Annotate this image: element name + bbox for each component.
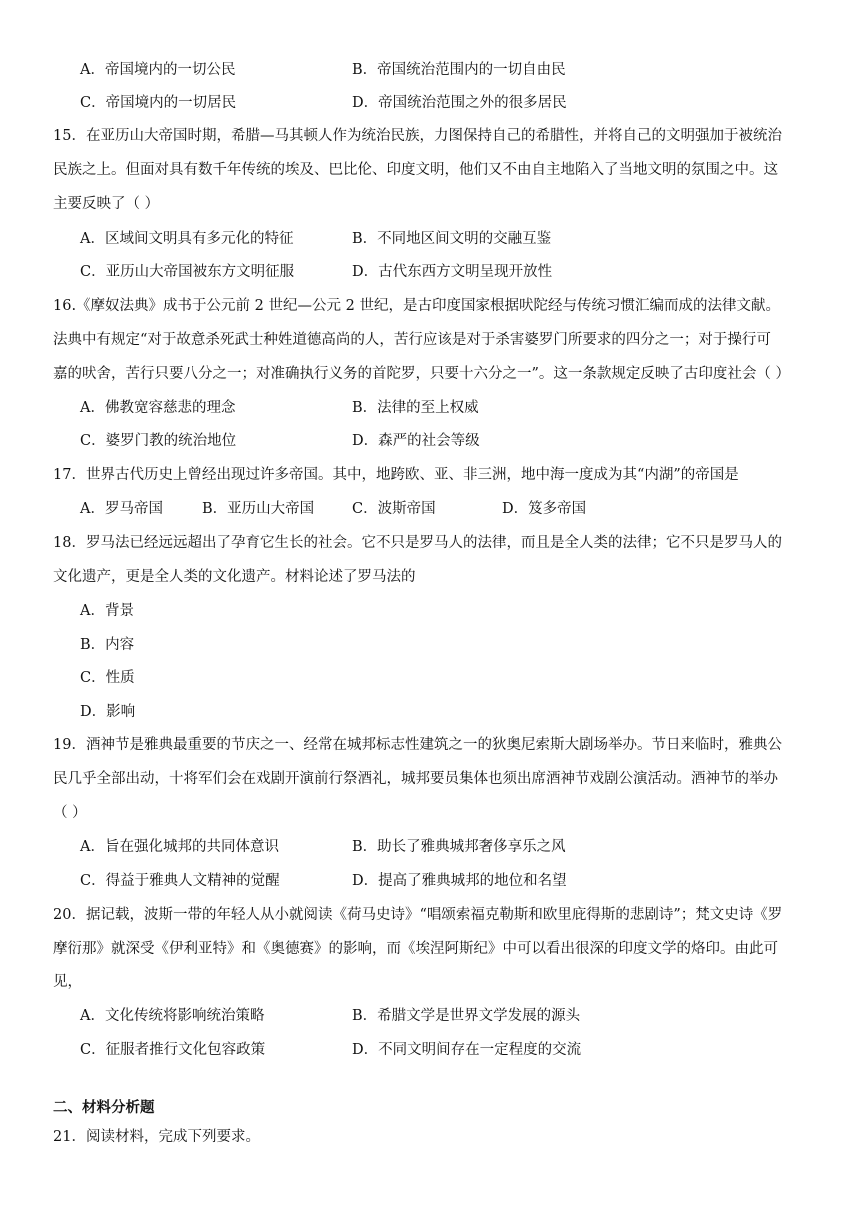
q18-stem-line-1: 18．罗马法已经远远超出了孕育它生长的社会。它不只是罗马人的法律，而且是全人类的法律；它不只是罗马人的 bbox=[53, 535, 782, 551]
q15-options-row-2 bbox=[0, 257, 860, 287]
q14-option-b[interactable]: B．帝国统治范围内的一切自由民 bbox=[352, 62, 566, 78]
q17-stem-line-1: 17．世界古代历史上曾经出现过许多帝国。其中，地跨欧、亚、非三洲，地中海一度成为其“内湖”的帝国是 bbox=[53, 467, 739, 483]
q18-option-d[interactable]: D．影响 bbox=[80, 704, 136, 720]
q16-stem-line-2: 法典中有规定“对于故意杀死武士种姓道德高尚的人，苦行应该是对于杀害婆罗门所要求的四分之一；对于操行可 bbox=[53, 332, 771, 348]
q19-options-row-1 bbox=[0, 832, 860, 862]
q20-stem-line-2: 摩衍那》就深受《伊利亚特》和《奥德赛》的影响，而《埃涅阿斯纪》中可以看出很深的印度文学的烙印。由此可 bbox=[53, 941, 778, 957]
q18-option-b-row bbox=[0, 630, 860, 660]
q19-stem-line-1: 19．酒神节是雅典最重要的节庆之一、经常在城邦标志性建筑之一的狄奥尼索斯大剧场举办。节日来临时，雅典公 bbox=[53, 737, 782, 753]
q21-stem-line-1: 21．阅读材料，完成下列要求。 bbox=[53, 1129, 260, 1145]
q17-option-b[interactable]: B．亚历山大帝国 bbox=[202, 501, 315, 517]
q18-option-c[interactable]: C．性质 bbox=[80, 670, 135, 686]
q15-option-b[interactable]: B．不同地区间文明的交融互鉴 bbox=[352, 231, 552, 247]
q18-option-c-row bbox=[0, 663, 860, 693]
q15-option-a[interactable]: A．区域间文明具有多元化的特征 bbox=[80, 231, 294, 247]
q19-option-b[interactable]: B．助长了雅典城邦奢侈享乐之风 bbox=[352, 839, 566, 855]
q19-option-a[interactable]: A．旨在强化城邦的共同体意识 bbox=[80, 839, 279, 855]
q16-option-b[interactable]: B．法律的至上权威 bbox=[352, 400, 479, 416]
q15-stem-line-1: 15．在亚历山大帝国时期，希腊—马其顿人作为统治民族，力图保持自己的希腊性，并将自己的文明强加于被统治 bbox=[53, 128, 782, 144]
q18-option-a-row bbox=[0, 596, 860, 626]
q17-option-a[interactable]: A．罗马帝国 bbox=[80, 501, 163, 517]
q20-stem-line-1: 20．据记载，波斯一带的年轻人从小就阅读《荷马史诗》“唱颂索福克勒斯和欧里庇得斯的悲剧诗”；梵文史诗《罗 bbox=[53, 907, 783, 923]
q14-options-row-2 bbox=[0, 88, 860, 118]
q17-options-row bbox=[0, 494, 860, 524]
q16-option-c[interactable]: C．婆罗门教的统治地位 bbox=[80, 433, 237, 449]
q20-options-row-1 bbox=[0, 1001, 860, 1031]
q14-option-a[interactable]: A．帝国境内的一切公民 bbox=[80, 62, 236, 78]
q18-option-a[interactable]: A．背景 bbox=[80, 603, 134, 619]
q20-option-b[interactable]: B．希腊文学是世界文学发展的源头 bbox=[352, 1008, 581, 1024]
q15-option-d[interactable]: D．古代东西方文明呈现开放性 bbox=[352, 264, 553, 280]
q14-options-row-1 bbox=[0, 55, 860, 85]
q20-stem-line-3: 见， bbox=[53, 974, 82, 990]
q16-stem-line-1: 16.《摩奴法典》成书于公元前 2 世纪—公元 2 世纪，是古印度国家根据吠陀经与传统习惯汇编而成的法律文献。 bbox=[53, 298, 780, 314]
q20-option-a[interactable]: A．文化传统将影响统治策略 bbox=[80, 1008, 265, 1024]
q18-option-d-row bbox=[0, 697, 860, 727]
q15-stem-line-3: 主要反映了（ ） bbox=[53, 196, 160, 212]
q20-option-d[interactable]: D．不同文明间存在一定程度的交流 bbox=[352, 1042, 582, 1058]
q14-option-d[interactable]: D．帝国统治范围之外的很多居民 bbox=[352, 95, 567, 111]
q15-options-row-1 bbox=[0, 224, 860, 254]
q20-option-c[interactable]: C．征服者推行文化包容政策 bbox=[80, 1042, 266, 1058]
q18-stem-line-2: 文化遗产，更是全人类的文化遗产。材料论述了罗马法的 bbox=[53, 569, 416, 585]
q17-option-c[interactable]: C．波斯帝国 bbox=[352, 501, 436, 517]
q20-options-row-2 bbox=[0, 1035, 860, 1065]
q15-option-c[interactable]: C．亚历山大帝国被东方文明征服 bbox=[80, 264, 295, 280]
q16-option-d[interactable]: D．森严的社会等级 bbox=[352, 433, 480, 449]
q15-stem-line-2: 民族之上。但面对具有数千年传统的埃及、巴比伦、印度文明，他们又不由自主地陷入了当地文明的氛围之中。这 bbox=[53, 162, 778, 178]
q19-stem-line-2: 民几乎全部出动，十将军们会在戏剧开演前行祭酒礼，城邦要员集体也须出席酒神节戏剧公演活动。酒神节的举办 bbox=[53, 771, 778, 787]
q16-stem-line-3: 嘉的吠舍，苦行只要八分之一；对准确执行义务的首陀罗，只要十六分之一”。这一条款规定反映了古印度社会（ ） bbox=[53, 366, 791, 382]
q16-options-row-1 bbox=[0, 393, 860, 423]
q19-option-d[interactable]: D．提高了雅典城邦的地位和名望 bbox=[352, 873, 567, 889]
q18-option-b[interactable]: B．内容 bbox=[80, 637, 135, 653]
q14-option-c[interactable]: C．帝国境内的一切居民 bbox=[80, 95, 237, 111]
q19-options-row-2 bbox=[0, 866, 860, 896]
q17-option-d[interactable]: D．笈多帝国 bbox=[502, 501, 587, 517]
q19-stem-line-3: （ ） bbox=[53, 805, 87, 821]
q16-option-a[interactable]: A．佛教宽容慈悲的理念 bbox=[80, 400, 236, 416]
section-2-heading: 二、材料分析题 bbox=[53, 1099, 155, 1116]
q16-options-row-2 bbox=[0, 426, 860, 456]
q19-option-c[interactable]: C．得益于雅典人文精神的觉醒 bbox=[80, 873, 280, 889]
